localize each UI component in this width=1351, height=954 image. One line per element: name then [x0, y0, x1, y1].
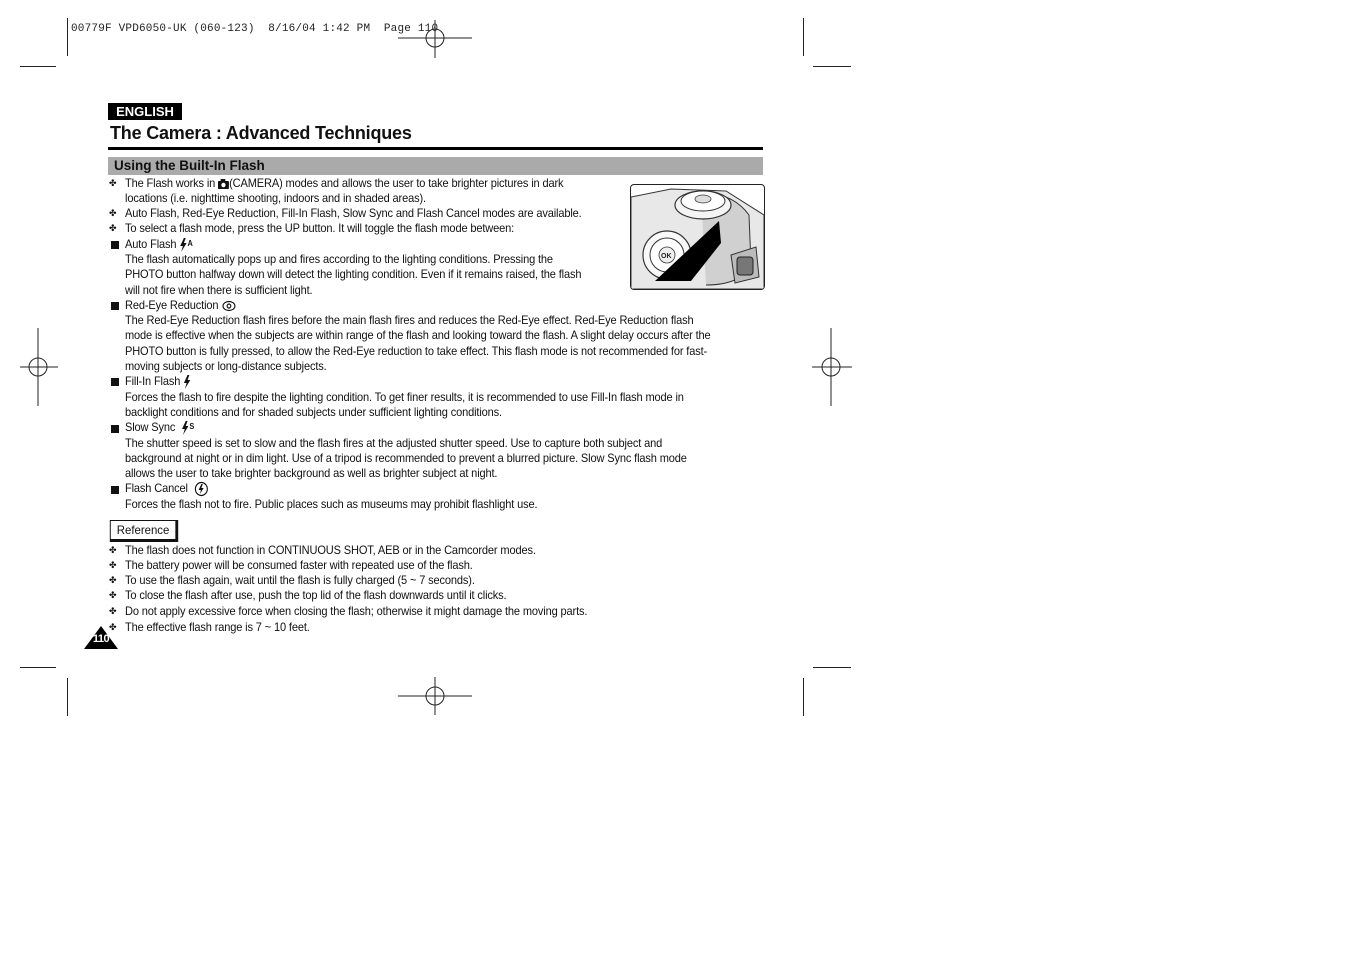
bullet-icon: ✤ [109, 590, 117, 600]
mode-desc-line: allows the user to take brighter background as well as brighter subject at night. [125, 466, 498, 480]
intro-line-2: locations (i.e. nighttime shooting, indoors and in shaded areas). [125, 191, 426, 205]
mode-heading-fill-in [125, 374, 192, 389]
mode-desc-line: PHOTO button halfway down will detect the lighting condition. Even if it remains raised, the flash [125, 267, 582, 281]
square-bullet [111, 241, 119, 249]
bullet-icon: ✤ [109, 178, 117, 188]
auto-flash-suffix: A [187, 238, 193, 248]
bullet-icon: ✤ [109, 575, 117, 585]
flash-icon [183, 375, 192, 389]
reference-item: To use the flash again, wait until the flash is fully charged (5 ~ 7 seconds). [125, 573, 475, 587]
mode-heading-red-eye [125, 298, 236, 313]
red-eye-icon [221, 300, 236, 312]
mode-desc-line: The flash automatically pops up and fires according to the lighting conditions. Pressing the [125, 252, 553, 266]
camera-mode-dial-illustration [630, 184, 765, 290]
intro-text-post: (CAMERA) modes and allows the user to take brighter pictures in dark [229, 176, 564, 190]
bullet-icon: ✤ [109, 560, 117, 570]
mode-heading-flash-cancel [125, 481, 208, 497]
square-bullet [111, 302, 119, 310]
bullet-icon: ✤ [109, 606, 117, 616]
registration-mark-right [812, 328, 852, 406]
reference-item: Do not apply excessive force when closing the flash; otherwise it might damage the moving parts. [125, 604, 588, 618]
intro-line-4: To select a flash mode, press the UP button. It will toggle the flash mode between: [125, 221, 515, 235]
intro-line-1 [125, 176, 563, 191]
mode-name: Slow Sync [125, 420, 176, 434]
svg-text:OK: OK [661, 253, 672, 260]
mode-name: Flash Cancel [125, 481, 188, 496]
intro-line-3: Auto Flash, Red-Eye Reduction, Fill-In Flash, Slow Sync and Flash Cancel modes are available. [125, 206, 582, 220]
reference-item: To close the flash after use, push the top lid of the flash downwards until it clicks. [125, 588, 507, 602]
mode-desc-line: moving subjects or long-distance subjects. [125, 359, 327, 373]
mode-desc-line: The Red-Eye Reduction flash fires before the main flash fires and reduces the Red-Eye effect. Red-Eye Reduction flash [125, 313, 694, 327]
slow-sync-suffix: S [189, 421, 195, 431]
mode-desc-line: mode is effective when the subjects are within range of the flash and looking toward the flash. A slight delay occurs after the [125, 328, 711, 342]
title-divider [108, 147, 763, 150]
auto-flash-icon [179, 238, 194, 252]
reference-item: The flash does not function in CONTINUOUS SHOT, AEB or in the Camcorder modes. [125, 543, 536, 557]
bullet-icon: ✤ [109, 545, 117, 555]
bullet-icon: ✤ [109, 622, 117, 632]
mode-desc-line: PHOTO button is fully pressed, to allow the Red-Eye reduction to take effect. This flash mode is not recommended for fast- [125, 344, 708, 358]
flash-cancel-icon [194, 481, 209, 497]
mode-desc-line: will not fire when there is sufficient light. [125, 283, 313, 297]
mode-desc-line: Forces the flash to fire despite the lighting condition. To get finer results, it is recommended to use Fill-In flash mode in [125, 390, 684, 404]
mode-desc-line: Forces the flash not to fire. Public places such as museums may prohibit flashlight use. [125, 497, 538, 511]
page-title: The Camera : Advanced Techniques [110, 123, 412, 143]
square-bullet [111, 486, 119, 494]
slow-sync-icon [181, 421, 196, 435]
mode-heading-auto-flash [125, 237, 194, 252]
reference-item: The effective flash range is 7 ~ 10 feet. [125, 620, 310, 634]
page-number: 110 [92, 633, 110, 645]
reference-label: Reference [110, 520, 178, 542]
section-title: Using the Built-In Flash [114, 158, 265, 173]
registration-mark-bottom [398, 677, 472, 715]
intro-text-pre: The Flash works in [125, 176, 219, 190]
mode-name: Red-Eye Reduction [125, 298, 219, 312]
camera-icon [218, 179, 229, 189]
print-header-meta: 00779F VPD6050-UK (060-123) 8/16/04 1:42 PM Page 110 [71, 23, 439, 35]
mode-heading-slow-sync [125, 420, 196, 435]
language-badge: ENGLISH [108, 103, 182, 120]
mode-name: Auto Flash [125, 237, 177, 251]
bullet-icon: ✤ [109, 208, 117, 218]
square-bullet [111, 425, 119, 433]
section-header [108, 157, 763, 175]
mode-desc-line: background at night or in dim light. Use of a tripod is recommended to prevent a blurred picture. Slow Sync flash mode [125, 451, 687, 465]
mode-name: Fill-In Flash [125, 374, 181, 388]
mode-desc-line: The shutter speed is set to slow and the flash fires at the adjusted shutter speed. Use to capture both subject and [125, 436, 663, 450]
registration-mark-left [20, 328, 58, 406]
mode-desc-line: backlight conditions and for shaded subjects under sufficient lighting conditions. [125, 405, 502, 419]
reference-item: The battery power will be consumed faster with repeated use of the flash. [125, 558, 473, 572]
square-bullet [111, 378, 119, 386]
bullet-icon: ✤ [109, 223, 117, 233]
